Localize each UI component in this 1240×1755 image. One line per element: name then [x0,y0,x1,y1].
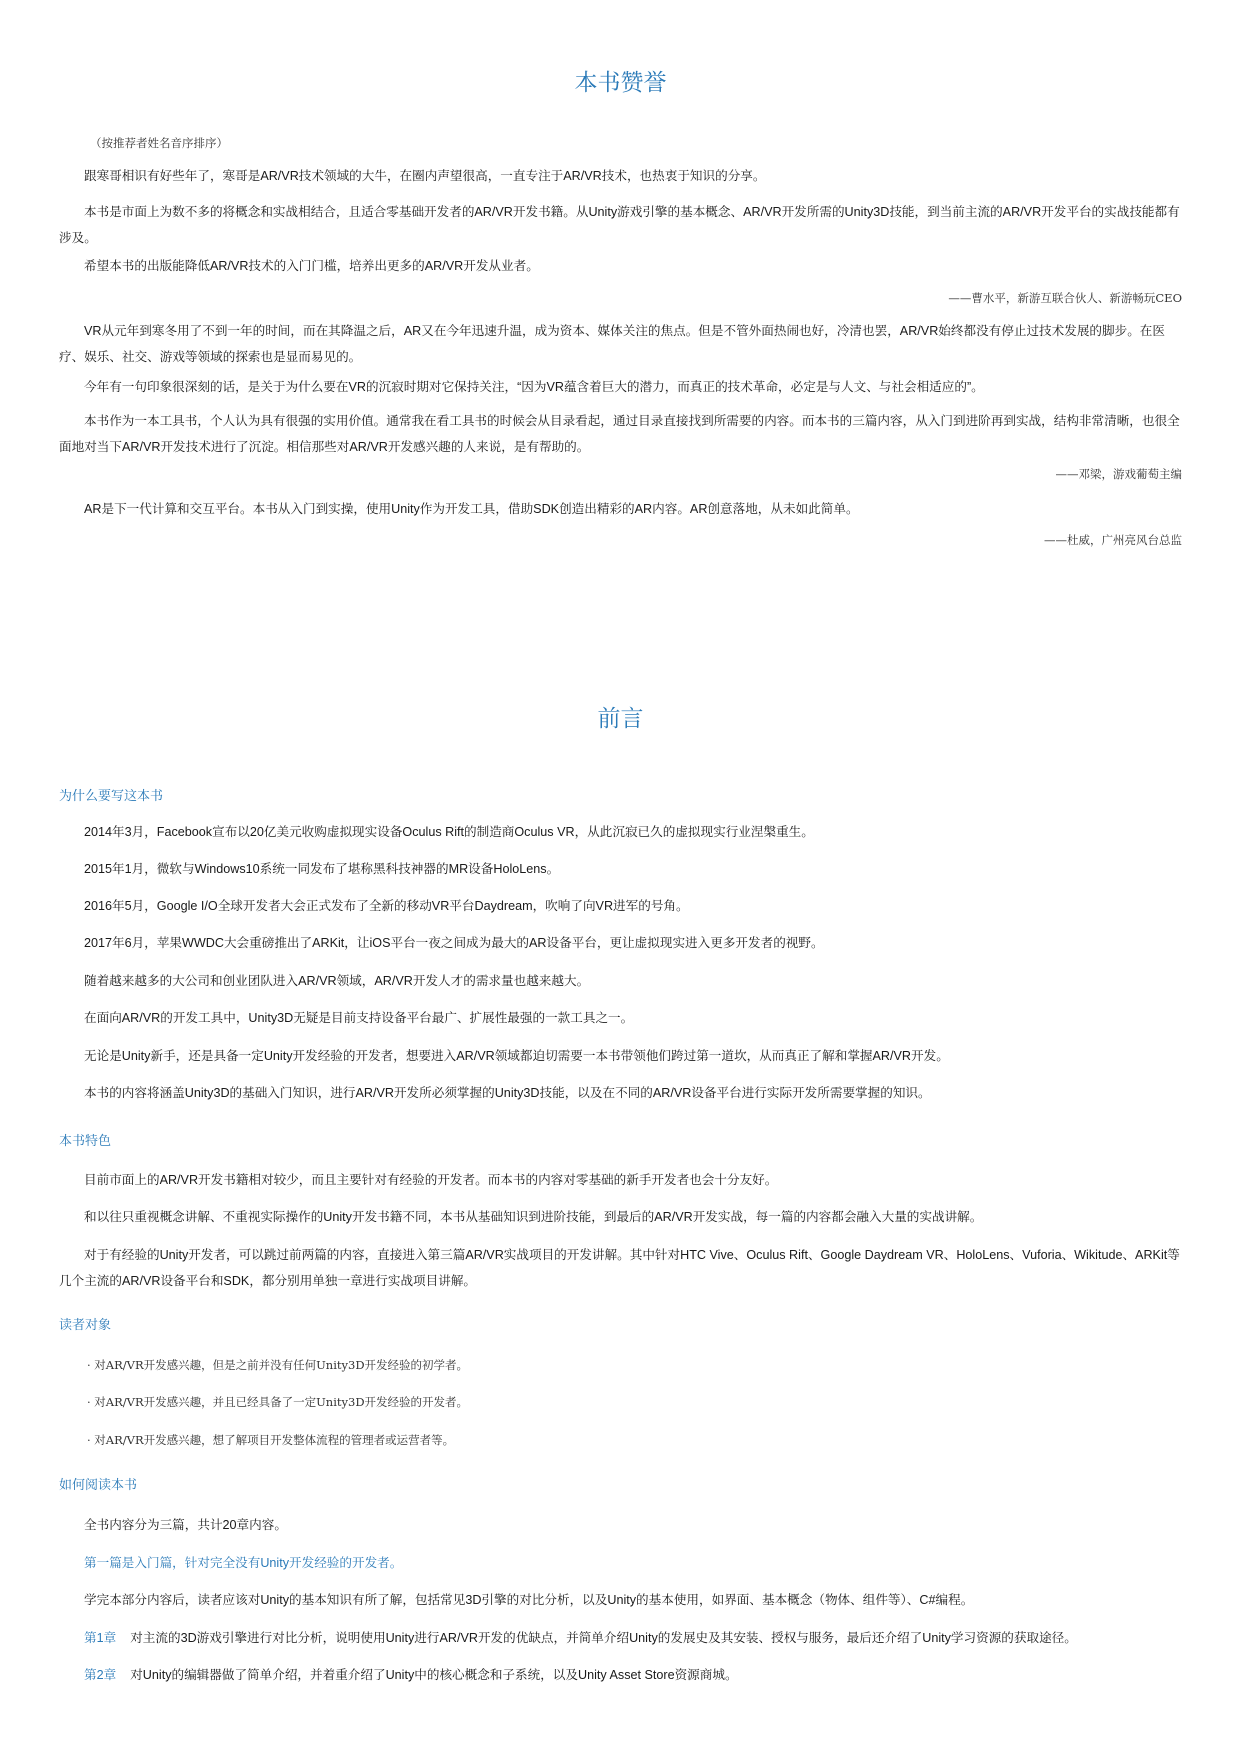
reader-item: · 对AR/VR开发感兴趣，并且已经具备了一定Unity3D开发经验的开发者。 [87,1395,469,1409]
praise-paragraph: 跟寒哥相识有好些年了，寒哥是AR/VR技术领域的大牛，在圈内声望很高，一直专注于AR/VR技术，也热衷于知识的分享。 [84,169,766,183]
section-heading-howto: 如何阅读本书 [59,1477,138,1492]
why-paragraph: 无论是Unity新手，还是具备一定Unity开发经验的开发者，想要进入AR/VR领域都迫切需要一本书带领他们跨过第一道坎，从而真正了解和掌握AR/VR开发。 [84,1049,949,1063]
why-paragraph: 2017年6月，苹果WWDC大会重磅推出了ARKit，让iOS平台一夜之间成为最大的AR设备平台，更让虚拟现实进入更多开发者的视野。 [84,936,824,950]
chapter-description: 对Unity的编辑器做了简单介绍，并着重介绍了Unity中的核心概念和子系统，以及Unity Asset Store资源商城。 [130,1668,738,1682]
features-paragraph: 目前市面上的AR/VR开发书籍相对较少，而且主要针对有经验的开发者。而本书的内容对零基础的新手开发者也会十分友好。 [84,1173,778,1187]
praise-signature: ——曹水平，新游互联合伙人、新游畅玩CEO [948,291,1182,305]
chapter-entry [59,1665,1207,1685]
praise-paragraph: VR从元年到寒冬用了不到一年的时间，而在其降温之后，AR又在今年迅速升温，成为资本、媒体关注的焦点。但是不管外面热闹也好，冷清也罢，AR/VR始终都没有停止过技术发展的脚步。在医疗、娱乐、社交、游戏等领域的探索也是显而易见的。 [59,324,1165,364]
preface-title: 前言 [597,705,644,731]
chapter-description: 对主流的3D游戏引擎进行对比分析，说明使用Unity进行AR/VR开发的优缺点，并简单介绍Unity的发展史及其安装、授权与服务，最后还介绍了Unity学习资源的获取途径。 [130,1631,1077,1645]
why-paragraph: 本书的内容将涵盖Unity3D的基础入门知识，进行AR/VR开发所必须掌握的Unity3D技能，以及在不同的AR/VR设备平台进行实际开发所需要掌握的知识。 [84,1086,931,1100]
praise-paragraph: AR是下一代计算和交互平台。本书从入门到实操，使用Unity作为开发工具，借助SDK创造出精彩的AR内容。AR创意落地，从未如此简单。 [84,502,859,516]
reader-item: · 对AR/VR开发感兴趣，但是之前并没有任何Unity3D开发经验的初学者。 [87,1358,469,1372]
praise-paragraph: 希望本书的出版能降低AR/VR技术的入门门槛，培养出更多的AR/VR开发从业者。 [84,259,539,273]
features-paragraph: 和以往只重视概念讲解、不重视实际操作的Unity开发书籍不同，本书从基础知识到进阶技能，到最后的AR/VR开发实战，每一篇的内容都会融入大量的实战讲解。 [84,1210,983,1224]
chapter-number: 第1章 [84,1631,117,1645]
section-heading-why: 为什么要写这本书 [59,788,164,803]
why-paragraph: 随着越来越多的大公司和创业团队进入AR/VR领域，AR/VR开发人才的需求量也越来越大。 [84,974,590,988]
praise-order-note: （按推荐者姓名音序排序） [90,136,228,150]
why-paragraph: 2016年5月，Google I/O全球开发者大会正式发布了全新的移动VR平台Daydream，吹响了向VR进军的号角。 [84,899,689,913]
why-paragraph: 在面向AR/VR的开发工具中，Unity3D无疑是目前支持设备平台最广、扩展性最强的一款工具之一。 [84,1011,634,1025]
chapter-entry [59,1628,1207,1648]
praise-paragraph: 本书作为一本工具书，个人认为具有很强的实用价值。通常我在看工具书的时候会从目录看起，通过目录直接找到所需要的内容。而本书的三篇内容，从入门到进阶再到实战，结构非常清晰，也很全面地对当下AR/VR开发技术进行了沉淀。相信那些对AR/VR开发感兴趣的人来说，是有帮助的。 [59,414,1180,454]
features-paragraph: 对于有经验的Unity开发者，可以跳过前两篇的内容，直接进入第三篇AR/VR实战项目的开发讲解。其中针对HTC Vive、Oculus Rift、Google Daydream VR、HoloLens、Vuforia、Wikitude、ARKit等几个主流的AR/VR设备平台和SDK，都分别用单独一章进行实战项目讲解。 [59,1248,1180,1288]
part1-description: 学完本部分内容后，读者应该对Unity的基本知识有所了解，包括常见3D引擎的对比分析，以及Unity的基本使用，如界面、基本概念（物体、组件等）、C#编程。 [84,1593,974,1607]
praise-signature: ——邓梁，游戏葡萄主编 [1055,467,1182,481]
praise-signature: ——杜威，广州亮风台总监 [1044,533,1182,547]
why-paragraph: 2015年1月，微软与Windows10系统一同发布了堪称黑科技神器的MR设备HoloLens。 [84,862,560,876]
section-heading-readers: 读者对象 [59,1317,112,1332]
chapter-number: 第2章 [84,1668,117,1682]
section-heading-features: 本书特色 [59,1133,112,1148]
praise-paragraph: 今年有一句印象很深刻的话，是关于为什么要在VR的沉寂时期对它保持关注，“因为VR蕴含着巨大的潜力，而真正的技术革命，必定是与人文、与社会相适应的”。 [84,380,984,394]
part1-heading: 第一篇是入门篇，针对完全没有Unity开发经验的开发者。 [84,1556,403,1570]
reader-item: · 对AR/VR开发感兴趣，想了解项目开发整体流程的管理者或运营者等。 [87,1433,455,1447]
praise-title: 本书赞誉 [574,69,667,95]
howto-intro: 全书内容分为三篇，共计20章内容。 [84,1518,287,1532]
praise-paragraph: 本书是市面上为数不多的将概念和实战相结合，且适合零基础开发者的AR/VR开发书籍。从Unity游戏引擎的基本概念、AR/VR开发所需的Unity3D技能，到当前主流的AR/VR开发平台的实战技能都有涉及。 [59,205,1180,245]
why-paragraph: 2014年3月，Facebook宣布以20亿美元收购虚拟现实设备Oculus Rift的制造商Oculus VR，从此沉寂已久的虚拟现实行业涅槃重生。 [84,825,814,839]
